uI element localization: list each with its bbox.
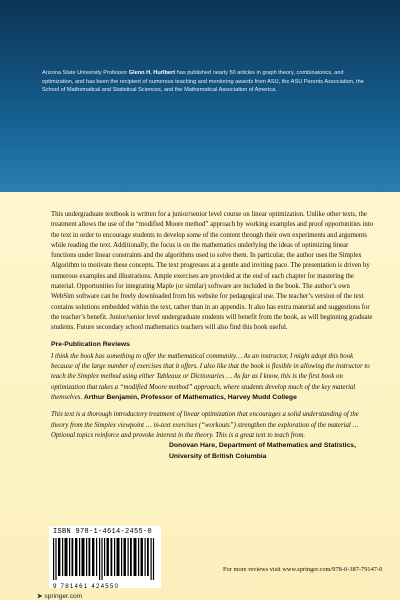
author-bio-suffix: has published nearly 50 articles in graph theory, combinatorics, and optimization, and has been the recipient of numerous teaching and mentoring awards from ASU, the ASU Parents Association, the School of Mathematical and Statistical Sciences, and the Mathematical Association of America.	[42, 70, 364, 94]
review-quote: I think the book has something to offer the mathematical community… As an instructor, I might adopt this book because of the large number of exercises that it offers. I also like that the book is flexible in allowing the instructor to teach the Simplex method using either Tableaux or Dictionaries … As far as I know, this is the first book on optimization that takes a “modified Moore method” approach, where students develop much of the key material themselves.	[51, 352, 370, 402]
springer-logo	[37, 592, 82, 600]
description-line: the book, as will beginning graduate students. Future secondary school mathematics teachers will	[51, 313, 373, 332]
description-line: freely downloaded from his website for pedagogical use. The teacher’s version of the text contains	[51, 293, 364, 311]
description-line: text. Additionally, the focus is on the mathematics underlying the ideas of optimizing linear	[99, 241, 349, 249]
reviews-heading: Pre-Publication Reviews	[51, 340, 130, 348]
description-line: uses the Simplex Algorithm to motivate these concepts. The text progresses at a gentle and	[51, 252, 362, 270]
description-line: working examples and proof opportunities into the text in order to encourage students to	[51, 221, 374, 239]
author-bio-prefix: Arizona State University Professor	[42, 70, 129, 76]
review-quote: This text is a thorough introductory treatment of linear optimization that encourages a solid understanding of the theory from the Simplex viewpoint … in-text exercises (“workouts”) strengthen the exploration of the material … Optional topics reinforce and provoke interest in the theory. This is a great text to teach from.	[51, 411, 359, 439]
review-benjamin	[51, 352, 373, 403]
description-line: suggestions for the teacher’s benefit. Junior/senior level undergraduate students will benefit from	[51, 303, 370, 321]
isbn-label: ISBN 978-1-4614-2455-0	[53, 528, 153, 536]
book-description	[51, 210, 373, 334]
author-name: Glenn H. Hurlbert	[128, 70, 176, 76]
barcode-digits: 9 781461 424550	[53, 583, 120, 590]
barcode	[53, 538, 155, 580]
review-attribution: Donovan Hare, Department of Mathematics and Statistics, University of British Columbia	[169, 442, 356, 460]
description-line: solutions embedded within the text, rather than in an appendix. It also has extra material and	[75, 303, 329, 311]
description-line: also find this book useful.	[217, 324, 288, 332]
review-hare	[51, 410, 373, 461]
description-line: inviting pace. The presentation is driven by numerous examples and illustrations. Ample exercises	[51, 262, 370, 280]
description-line: Unlike other texts, the treatment allows the use of the “modified Moore method” approach by	[51, 211, 367, 229]
more-reviews-link[interactable]: For more reviews visit www.springer.com/978-0-387-79147-0	[223, 566, 383, 573]
description-line: develop some of the content through their own experiments and arguments while reading the	[51, 231, 367, 249]
main-text	[51, 210, 373, 462]
description-line: This undergraduate textbook is written for a junior/senior level course on linear optimization.	[51, 211, 307, 218]
description-line: are provided at the end of each chapter for mastering the material. Opportunities for integrating	[51, 272, 354, 291]
springer-logo-text: springer.com	[44, 593, 83, 600]
description-line: functions under linear constraints and the algorithms used to solve them. In particular, the author	[51, 252, 316, 260]
author-bio	[42, 69, 372, 95]
description-line: Maple (or similar) software are included in the book. The author’s own WebSim software can be	[51, 283, 350, 301]
review-attribution: Arthur Benjamin, Professor of Mathematics, Harvey Mudd College	[83, 394, 297, 402]
springer-horse-icon: ➤	[37, 593, 43, 600]
